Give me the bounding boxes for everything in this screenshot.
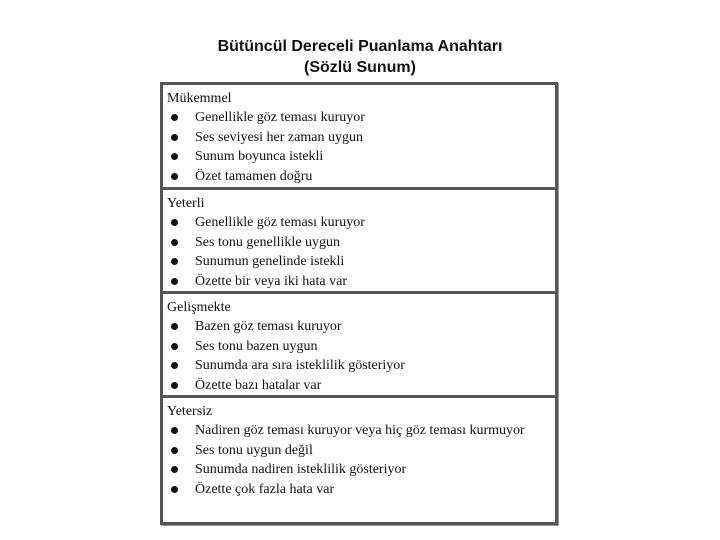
level-adequate: [163, 190, 555, 294]
criterion-item: Özette bir veya iki hata var: [167, 272, 551, 292]
level-name: Mükemmel: [167, 91, 232, 106]
criterion-item: Genellikle göz teması kuruyor: [167, 108, 551, 128]
criterion-item: Bazen göz teması kuruyor: [167, 317, 551, 337]
criterion-item: Genellikle göz teması kuruyor: [167, 213, 551, 233]
level-name: Yetersiz: [167, 404, 213, 419]
criteria-list: [167, 421, 551, 499]
criteria-list: [167, 213, 551, 291]
criterion-item: Özette çok fazla hata var: [167, 480, 551, 500]
level-developing: [163, 294, 555, 398]
level-insufficient: [163, 398, 555, 522]
criterion-item: Özet tamamen doğru: [167, 167, 551, 187]
criterion-item: Ses tonu bazen uygun: [167, 337, 551, 357]
level-name: Yeterli: [167, 196, 205, 211]
criteria-list: [167, 317, 551, 395]
title-line-1: Bütüncül Dereceli Puanlama Anahtarı: [217, 38, 503, 55]
criterion-item: Özette bazı hatalar var: [167, 376, 551, 396]
page-title: [0, 36, 720, 78]
criterion-item: Sunumda nadiren isteklilik gösteriyor: [167, 460, 551, 480]
level-excellent: [163, 85, 555, 190]
criteria-list: [167, 108, 551, 186]
criterion-item: Ses tonu uygun değil: [167, 441, 551, 461]
criterion-item: Ses seviyesi her zaman uygun: [167, 128, 551, 148]
criterion-item: Sunumda ara sıra isteklilik gösteriyor: [167, 356, 551, 376]
criterion-item: Sunumun genelinde istekli: [167, 252, 551, 272]
rubric-table: [160, 82, 558, 525]
title-line-2: (Sözlü Sunum): [304, 59, 416, 76]
criterion-item: Nadiren göz teması kuruyor veya hiç göz teması kurmuyor: [167, 421, 551, 441]
level-name: Gelişmekte: [167, 300, 231, 315]
criterion-item: Ses tonu genellikle uygun: [167, 233, 551, 253]
criterion-item: Sunum boyunca istekli: [167, 147, 551, 167]
